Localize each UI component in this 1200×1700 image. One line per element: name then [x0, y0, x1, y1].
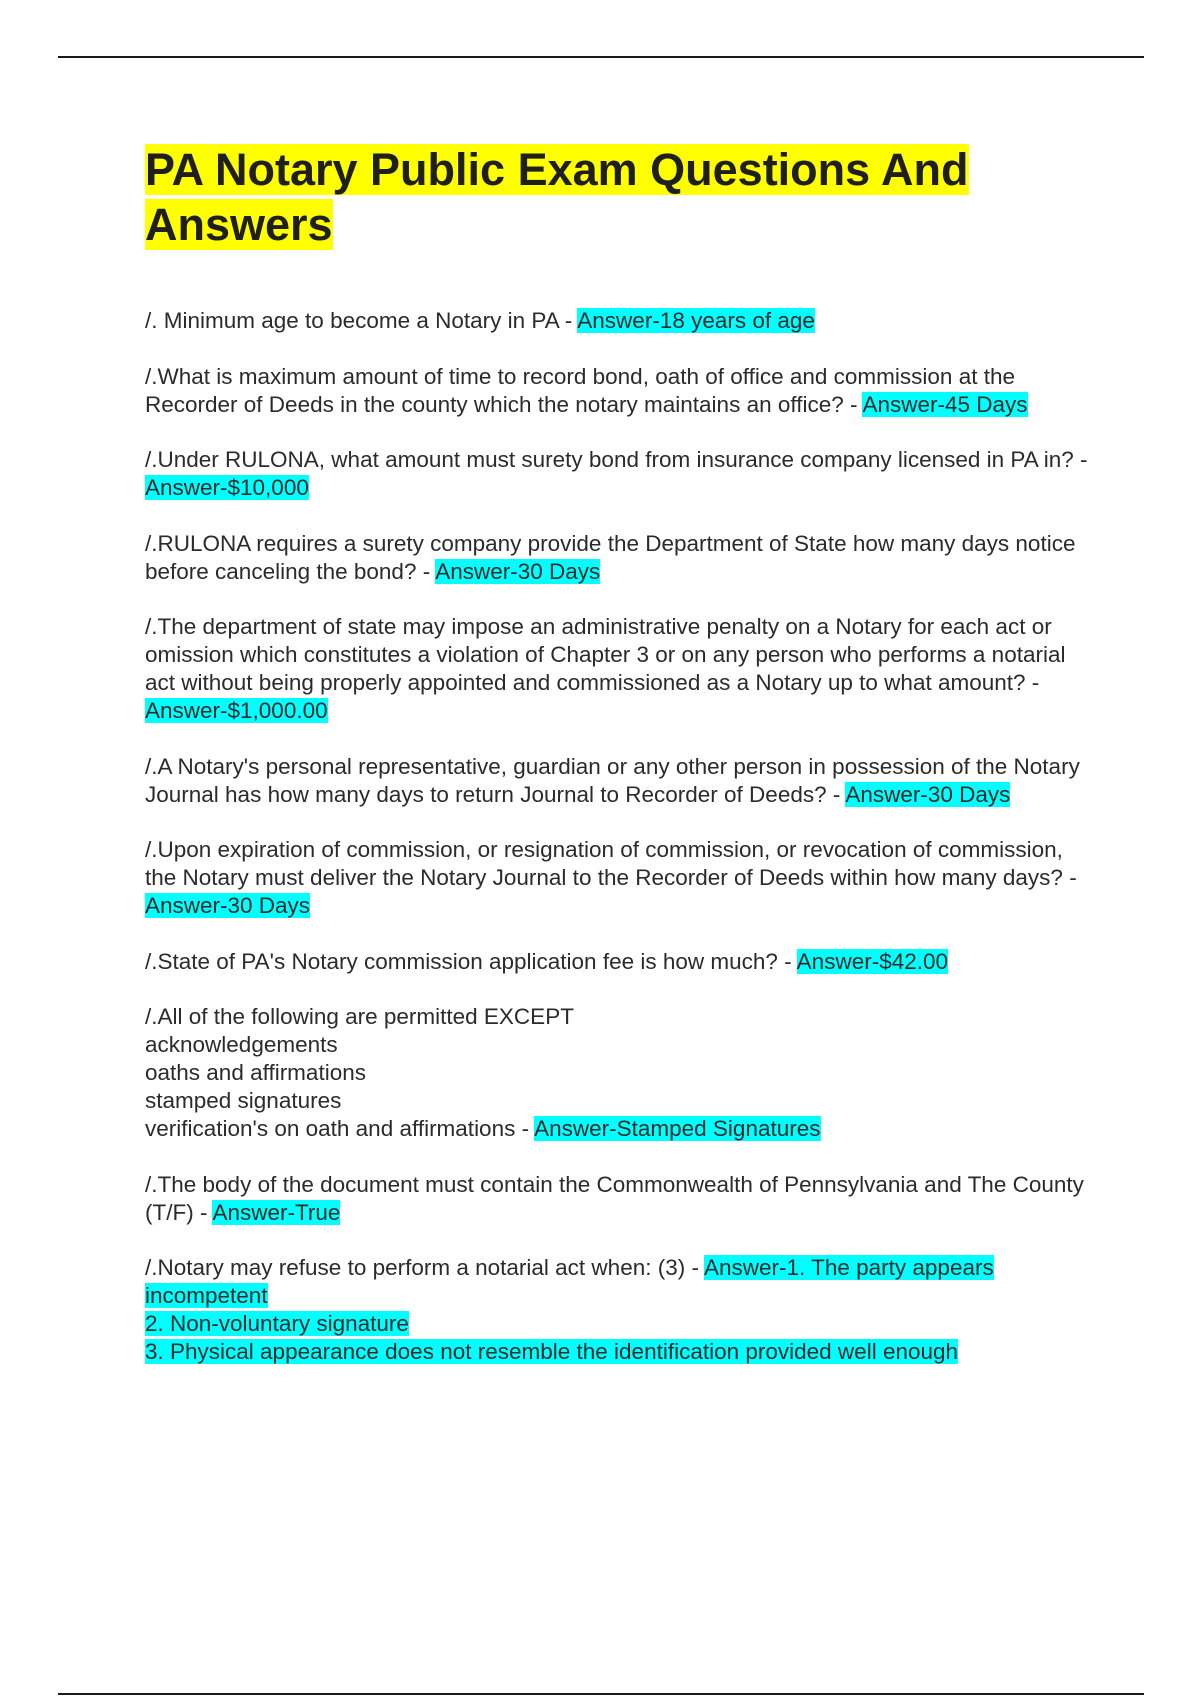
question-text: /.Upon expiration of commission, or resignation of commission, or revocation of commission, the Notary must deliver the Notary Journal to the Recorder of Deeds within how many days? -: [145, 837, 1077, 890]
qa-item: [145, 613, 1090, 725]
answer-text: Answer-True: [212, 1199, 341, 1225]
answer-text: Answer-18 years of age: [577, 308, 815, 333]
qa-item: [145, 446, 1090, 502]
qa-item: [145, 1003, 1090, 1143]
bottom-rule: [58, 1693, 1144, 1695]
question-text: /. Minimum age to become a Notary in PA -: [145, 308, 578, 333]
question-text: /.All of the following are permitted EXCEPT acknowledgements oaths and affirmations stamped signatures verification's on oath and affirmations -: [145, 1004, 574, 1141]
qa-item: [145, 948, 1090, 976]
answer-text: Answer-30 Days: [435, 558, 601, 584]
question-text: /.The body of the document must contain the Commonwealth of Pennsylvania and The County (T/F) -: [145, 1171, 1084, 1225]
qa-item: [145, 836, 1090, 920]
answer-text: Answer-$42.00: [796, 948, 949, 974]
answer-text: Answer-30 Days: [845, 781, 1011, 807]
qa-item: [145, 363, 1090, 419]
answer-text: Answer-45 Days: [862, 391, 1028, 417]
top-rule: [58, 56, 1144, 58]
answer-text: Answer-1. The party appears incompetent 2. Non-voluntary signature 3. Physical appearance does not resemble the identification provided well enough: [145, 1255, 994, 1364]
qa-item: [145, 307, 1090, 335]
answer-text: Answer-$10,000: [145, 475, 309, 500]
title-highlight: PA Notary Public Exam Questions And Answers: [145, 144, 969, 250]
question-text: /.State of PA's Notary commission application fee is how much? -: [145, 948, 797, 974]
qa-item: [145, 1171, 1090, 1227]
qa-item: [145, 753, 1090, 809]
question-text: /.The department of state may impose an administrative penalty on a Notary for each act or omission which constitutes a violation of Chapter 3 or on any person who performs a notarial act without being properly appointed and commissioned as a Notary up to what amount? -: [145, 614, 1066, 695]
answer-text: Answer-$1,000.00: [145, 698, 328, 723]
answer-text: Answer-30 Days: [145, 893, 311, 918]
qa-item: [145, 530, 1090, 586]
question-text: /.What is maximum amount of time to record bond, oath of office and commission at the Recorder of Deeds in the county which the notary maintains an office? -: [145, 363, 1015, 417]
question-text: /.Under RULONA, what amount must surety bond from insurance company licensed in PA in? -: [145, 447, 1088, 472]
page-title: [145, 142, 1090, 252]
question-text: /.A Notary's personal representative, guardian or any other person in possession of the Notary Journal has how many days to return Journal to Recorder of Deeds? -: [145, 753, 1080, 807]
qa-item: [145, 1254, 1090, 1366]
document-body: [145, 142, 1090, 1394]
question-text: /.RULONA requires a surety company provide the Department of State how many days notice before canceling the bond? -: [145, 530, 1076, 584]
answer-text: Answer-Stamped Signatures: [534, 1116, 821, 1141]
question-text: /.Notary may refuse to perform a notarial act when: (3) -: [145, 1255, 704, 1280]
